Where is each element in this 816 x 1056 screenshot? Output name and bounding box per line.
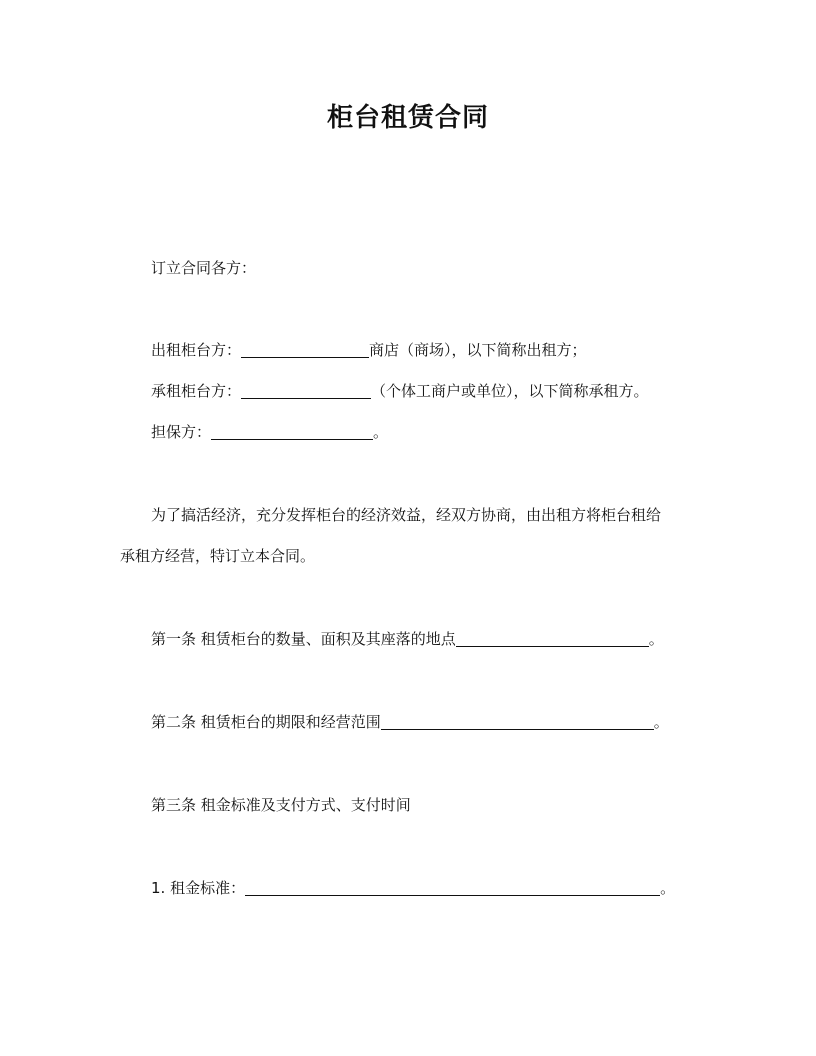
article-2-text: 第二条 租赁柜台的期限和经营范围: [151, 713, 381, 731]
document-title: 柜台租赁合同: [326, 103, 489, 133]
lessee-suffix: （个体工商户或单位），以下简称承租方。: [371, 382, 649, 400]
lessor-label: 出租柜台方：: [151, 341, 242, 359]
rent-standard-label: 1. 租金标准：: [151, 879, 246, 897]
article-1-blank[interactable]: [456, 630, 649, 647]
guarantor-name-blank[interactable]: [211, 423, 373, 440]
article-2: [151, 712, 669, 732]
lessor-name-blank[interactable]: [241, 341, 369, 358]
lessee-line: [151, 381, 649, 401]
article-1-text: 第一条 租赁柜台的数量、面积及其座落的地点: [151, 630, 456, 648]
article-2-suffix: 。: [653, 713, 669, 731]
article-3: 第三条 租金标准及支付方式、支付时间: [151, 796, 411, 814]
guarantor-line: [151, 422, 388, 442]
guarantor-suffix: 。: [373, 423, 389, 441]
article-1-suffix: 。: [648, 630, 664, 648]
lessee-label: 承租柜台方：: [151, 382, 242, 400]
guarantor-label: 担保方：: [151, 423, 212, 441]
rent-standard-line: [151, 878, 675, 898]
lessor-suffix: 商店（商场），以下简称出租方；: [369, 341, 587, 359]
article-1: [151, 629, 664, 649]
preamble-line-1: 为了搞活经济，充分发挥柜台的经济效益，经双方协商，由出租方将柜台租给: [151, 506, 662, 524]
lessor-line: [151, 340, 587, 360]
article-2-blank[interactable]: [381, 713, 654, 730]
rent-standard-blank[interactable]: [245, 879, 660, 896]
preamble-line-2: 承租方经营，特订立本合同。: [120, 547, 316, 565]
parties-heading: 订立合同各方：: [151, 259, 257, 277]
rent-standard-suffix: 。: [660, 879, 676, 897]
lessee-name-blank[interactable]: [241, 382, 371, 399]
